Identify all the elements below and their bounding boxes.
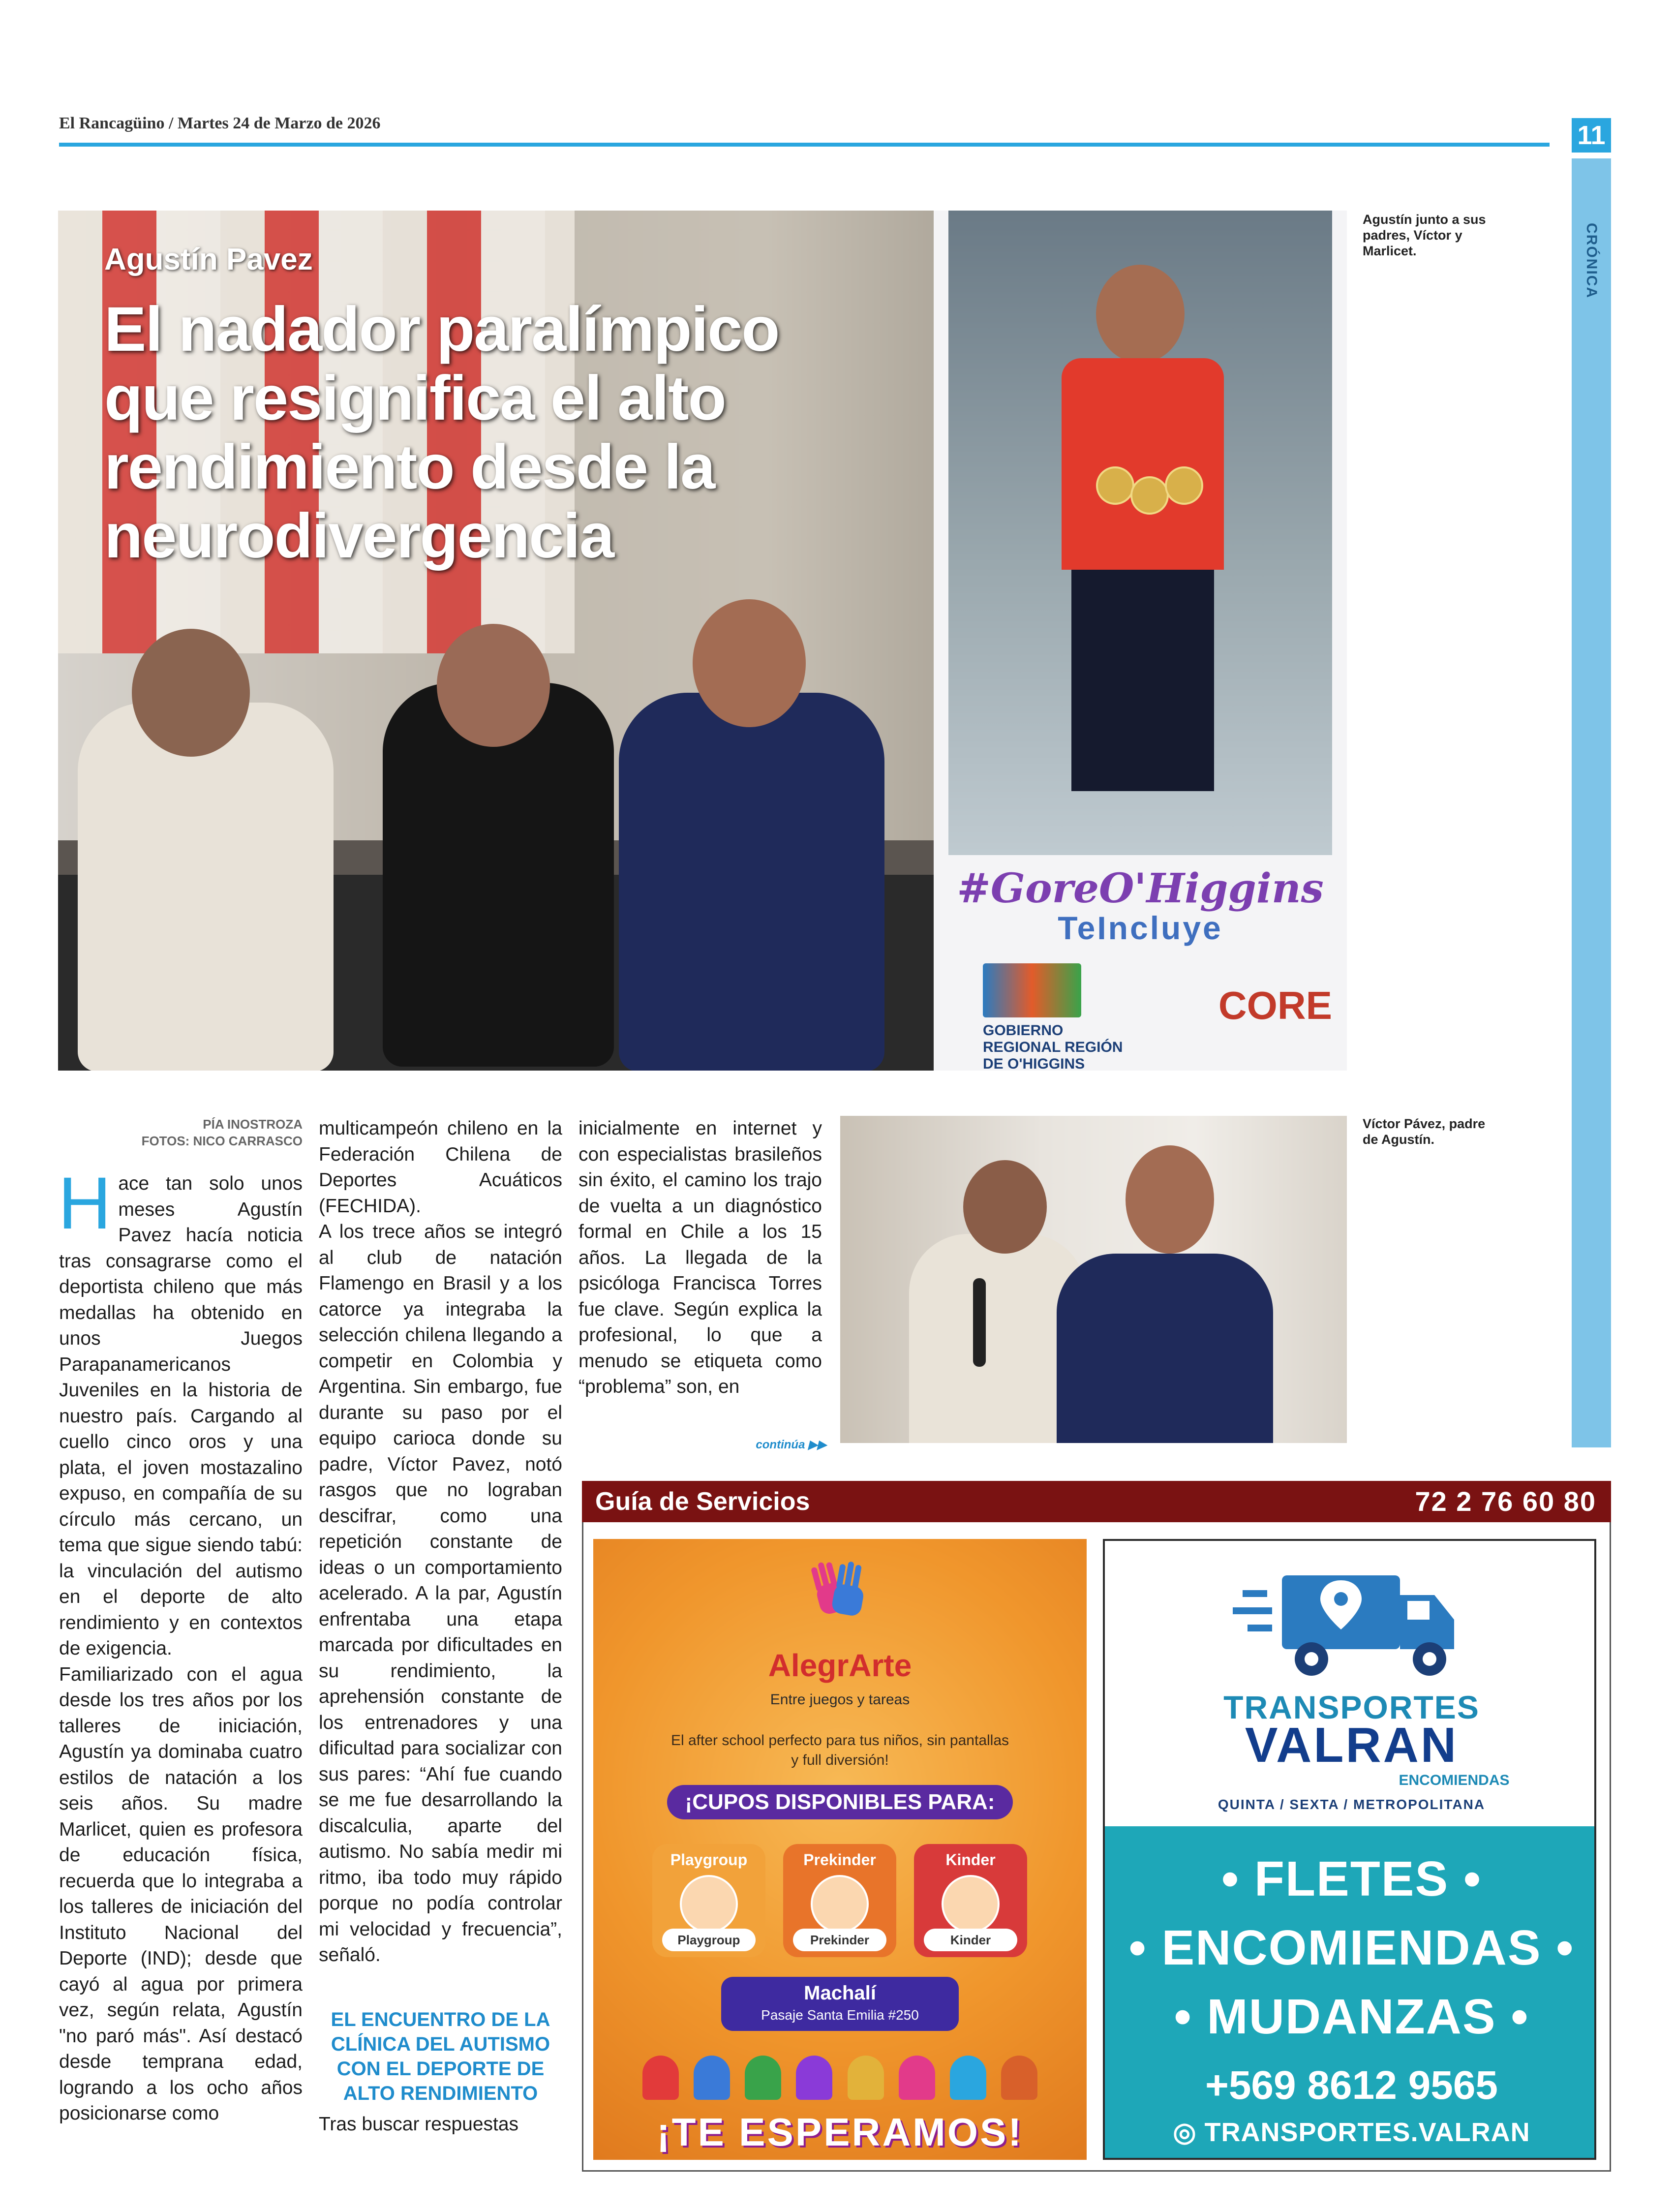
- kid-icon: [642, 2056, 679, 2100]
- column-3: [578, 1116, 822, 1400]
- level-pill: Prekinder: [793, 1929, 886, 1951]
- father-head: [963, 1160, 1047, 1254]
- roll-up-banner: [934, 211, 1347, 1071]
- father-head: [132, 629, 250, 757]
- valran-phone: +569 8612 9565: [1205, 2063, 1498, 2108]
- service-item: • ENCOMIENDAS •: [1128, 1920, 1575, 1975]
- kid-icon: [694, 2056, 730, 2100]
- alegrarte-copy: El after school perfecto para tus niños, sin pantallas y full diversión!: [670, 1732, 1009, 1768]
- valran-ad: [1103, 1539, 1596, 2160]
- kid-icon: [848, 2056, 884, 2100]
- running-head: El Rancagüino / Martes 24 de Marzo de 2026: [59, 114, 381, 132]
- article-kicker: Agustín Pavez: [104, 243, 313, 276]
- banner-swimmer-head: [1096, 265, 1185, 363]
- drop-cap: H: [58, 1162, 112, 1244]
- kid-icon: [899, 2056, 935, 2100]
- photo-credit: FOTOS: NICO CARRASCO: [141, 1134, 303, 1148]
- gore-logo: [983, 963, 1140, 1071]
- paragraph: multicampeón chileno en la Federación Chilena de Deportes Acuáticos (FECHIDA).: [319, 1118, 562, 1217]
- banner-hashtag: #GoreO'Higgins: [957, 865, 1324, 912]
- banner-swimmer-shirt: [1062, 358, 1224, 570]
- medal-icon: [1096, 466, 1134, 505]
- paragraph-text: ace tan solo unos meses Agustín Pavez hacía noticia tras consagrarse como el deportista chileno que más medallas ha obtenido en unos Juegos Parapanamericanos Juveniles en la historia de nuestro país. Cargando al cuello cinco oros y una plata, el joven mostazalino expuso, en compañía de su círculo más cercano, un tema que sigue siendo tabú: la vinculación del autismo en el deporte de alto rendimiento y en contextos de exigencia.: [59, 1173, 303, 1659]
- kid-icon: [796, 2056, 832, 2100]
- author: PÍA INOSTROZA: [203, 1117, 303, 1132]
- level-kinder: [914, 1844, 1027, 1957]
- banner-photo: [948, 211, 1332, 855]
- paragraph: [58, 1162, 303, 1662]
- core-logo-text: CORE: [1218, 983, 1332, 1027]
- level-pill: Kinder: [924, 1929, 1017, 1951]
- continues-link[interactable]: continúa ▶▶: [756, 1438, 826, 1451]
- location-city: Machalí: [804, 1982, 876, 2004]
- swimmer-figure: [619, 693, 884, 1071]
- page-number: 11: [1572, 118, 1611, 153]
- banner-swimmer-pants: [1071, 570, 1214, 791]
- paragraph: A los trece años se integró al club de natación Flamengo en Brasil y a los catorce ya integraba la selección chilena llegando a competir en Colombia y Argentina. Sin embargo, fue durante su paso por el equipo carioca donde su padre, Víctor Pavez, notó rasgos que no lograban descifrar, como una repetición constante de ideas o un comportamiento acelerado. A la par, Agustín enfrentaba una etapa marcada por dificultades en su rendimiento, la aprehensión constante de los entrenadores y una dificultad para socializar con sus pares: “Ahí fue cuando se me fue desarrollando la discalculia, aparte del autismo. No sabía medir mi ritmo, iba todo muy rápido porque no podía controlar mi velocidad y frecuencia”, señaló.: [319, 1221, 562, 1966]
- child-icon: [942, 1875, 1000, 1933]
- hero-caption: Agustín junto a sus padres, Víctor y Marlicet.: [1363, 212, 1486, 258]
- services-phone: 72 2 76 60 80: [1415, 1486, 1596, 1517]
- banner-subtitle: TeIncluye: [1058, 910, 1223, 946]
- valran-instagram: [1105, 2117, 1596, 2148]
- level-label: Playgroup: [670, 1851, 748, 1869]
- valran-zones: QUINTA / SEXTA / METROPOLITANA: [1217, 1797, 1486, 1812]
- column-1: [58, 1162, 303, 2127]
- alegrarte-cupos: ¡CUPOS DISPONIBLES PARA:: [667, 1785, 1013, 1819]
- kid-icon: [950, 2056, 986, 2100]
- father-son-photo: [840, 1116, 1347, 1443]
- medal-icon: [1165, 466, 1203, 505]
- valran-name-top: TRANSPORTES: [1223, 1689, 1480, 1725]
- child-icon: [680, 1875, 738, 1933]
- level-prekinder: [783, 1844, 896, 1957]
- microphone-icon: [973, 1278, 986, 1367]
- alegrarte-location: [721, 1977, 959, 2031]
- gore-logo-text: GOBIERNO REGIONAL REGIÓN DE O'HIGGINS: [983, 1022, 1123, 1071]
- top-rule: [59, 143, 1550, 147]
- instagram-icon: ◎: [1173, 2118, 1205, 2147]
- alegrarte-ad: [593, 1539, 1087, 2160]
- level-playgroup: [652, 1844, 765, 1957]
- level-label: Prekinder: [803, 1851, 876, 1869]
- level-pill: Playgroup: [662, 1929, 756, 1951]
- service-item: • MUDANZAS •: [1174, 1989, 1529, 2044]
- child-icon: [811, 1875, 869, 1933]
- level-label: Kinder: [945, 1851, 996, 1869]
- location-address: Pasaje Santa Emilia #250: [761, 2007, 919, 2023]
- valran-services-panel: [1105, 1826, 1596, 2160]
- mother-head: [437, 624, 550, 747]
- core-logo: [1170, 983, 1332, 1028]
- instagram-handle: TRANSPORTES.VALRAN: [1204, 2118, 1530, 2147]
- valran-name-bottom: VALRAN: [1245, 1718, 1459, 1773]
- services-title: Guía de Servicios: [595, 1487, 810, 1516]
- section-sidebar: [1572, 158, 1611, 1447]
- service-item: • FLETES •: [1221, 1851, 1482, 1906]
- paragraph: Familiarizado con el agua desde los tres años por los talleres de iniciación, Agustín ya dominaba cuatro estilos de natación a los seis años. Su madre Marlicet, quien es profesora de educación física, recuerda que lo integraba a los talleres de iniciación del Instituto Nacional del Deporte (IND); desde que cayó al agua por primera vez, según relata, Agustín "no paró más". Así destacó desde temprana edad, logrando a los ocho años posicionarse como: [59, 1663, 303, 2124]
- father-figure: [78, 703, 334, 1071]
- column-2: [319, 1116, 562, 1968]
- valran-encomiendas: ENCOMIENDAS: [1399, 1772, 1510, 1788]
- medal-icon: [1130, 476, 1169, 515]
- alegrarte-tagline: Entre juegos y tareas: [770, 1691, 910, 1708]
- section-subhead: EL ENCUENTRO DE LA CLÍNICA DEL AUTISMO CON EL DEPORTE DE ALTO RENDIMIENTO: [331, 2009, 550, 2104]
- gore-emblem-icon: [983, 963, 1081, 1017]
- swimmer-figure: [1057, 1254, 1273, 1443]
- alegrarte-brand: AlegrArte: [768, 1648, 912, 1683]
- hands-icon: [790, 1549, 888, 1632]
- section-label: CRÓNICA: [1583, 223, 1600, 299]
- swimmer-head: [693, 599, 806, 727]
- swimmer-head: [1126, 1145, 1214, 1254]
- article-headline: El nadador paralímpico que resignifica el alto rendimiento desde la neurodivergencia: [104, 294, 779, 571]
- kids-row: [642, 2056, 1037, 2100]
- column-2-tail: Tras buscar respuestas: [319, 2114, 519, 2135]
- kid-icon: [1001, 2056, 1037, 2100]
- truck-icon: [1233, 1561, 1469, 1689]
- paragraph: inicialmente en internet y con especialistas brasileños sin éxito, el camino los trajo de vuelta a un diagnóstico formal en Chile a los 15 años. La llegada de la psicóloga Francisca Torres fue clave. Según explica la profesional, lo que a menudo se etiqueta como “problema” son, en: [578, 1118, 822, 1397]
- kid-icon: [745, 2056, 781, 2100]
- byline: [59, 1116, 303, 1149]
- photo2-caption: Víctor Pávez, padre de Agustín.: [1363, 1116, 1486, 1147]
- alegrarte-welcome: ¡TE ESPERAMOS!: [657, 2110, 1023, 2154]
